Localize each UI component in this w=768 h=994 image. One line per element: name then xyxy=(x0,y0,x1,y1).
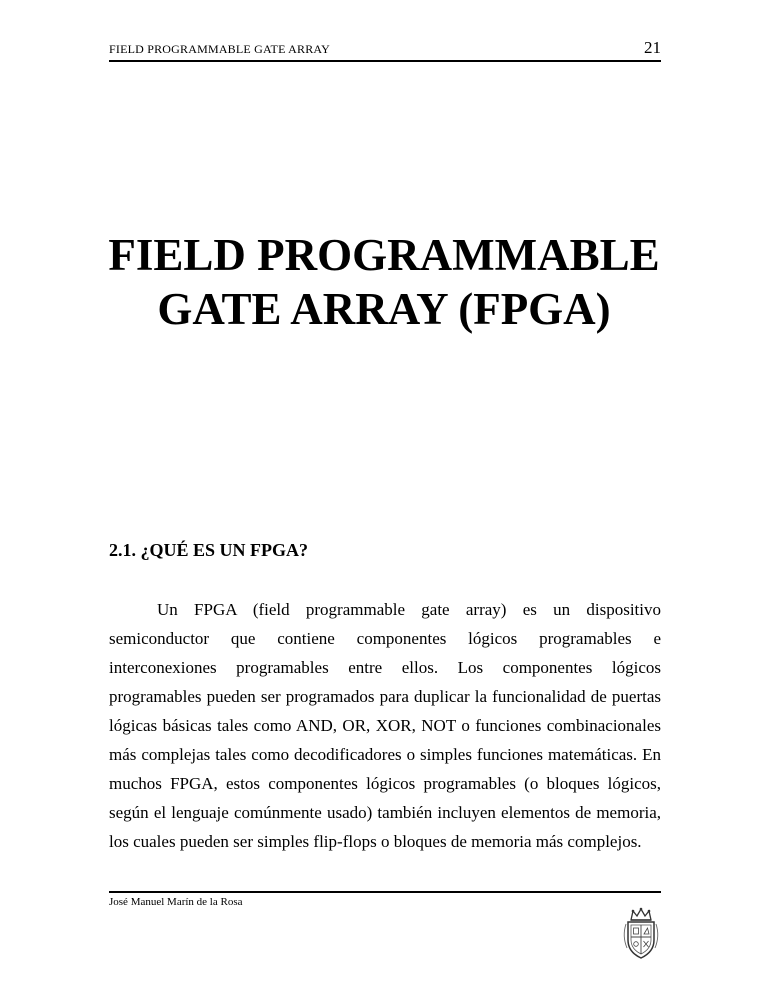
university-seal-icon xyxy=(620,906,662,962)
body-paragraph: Un FPGA (field programmable gate array) es un dispositivo semiconductor que contiene componentes lógicos programables e interconexiones programables entre ellos. Los componentes lógicos programables pueden ser programados para duplicar la funcionalidad de puertas lógicas básicas tales como AND, OR, XOR, NOT o funciones combinacionales más complejas tales como decodificadores o simples funciones matemáticas. En muchos FPGA, estos componentes lógicos programables (o bloques lógicos, según el lenguaje comúnmente usado) también incluyen elementos de memoria, los cuales pueden ser simples flip-flops o bloques de memoria más complejos. xyxy=(109,600,661,851)
footer-rule xyxy=(109,891,661,893)
page-number: 21 xyxy=(644,38,661,57)
running-header xyxy=(109,38,661,60)
footer-author: José Manuel Marín de la Rosa xyxy=(109,896,243,908)
running-title: FIELD PROGRAMMABLE GATE ARRAY xyxy=(109,42,331,56)
section-heading: 2.1. ¿QUÉ ES UN FPGA? xyxy=(109,540,309,560)
chapter-title xyxy=(60,228,708,336)
chapter-title-line-1: FIELD PROGRAMMABLE xyxy=(108,230,660,280)
chapter-title-line-2: GATE ARRAY (FPGA) xyxy=(157,284,611,334)
header-rule xyxy=(109,60,661,62)
